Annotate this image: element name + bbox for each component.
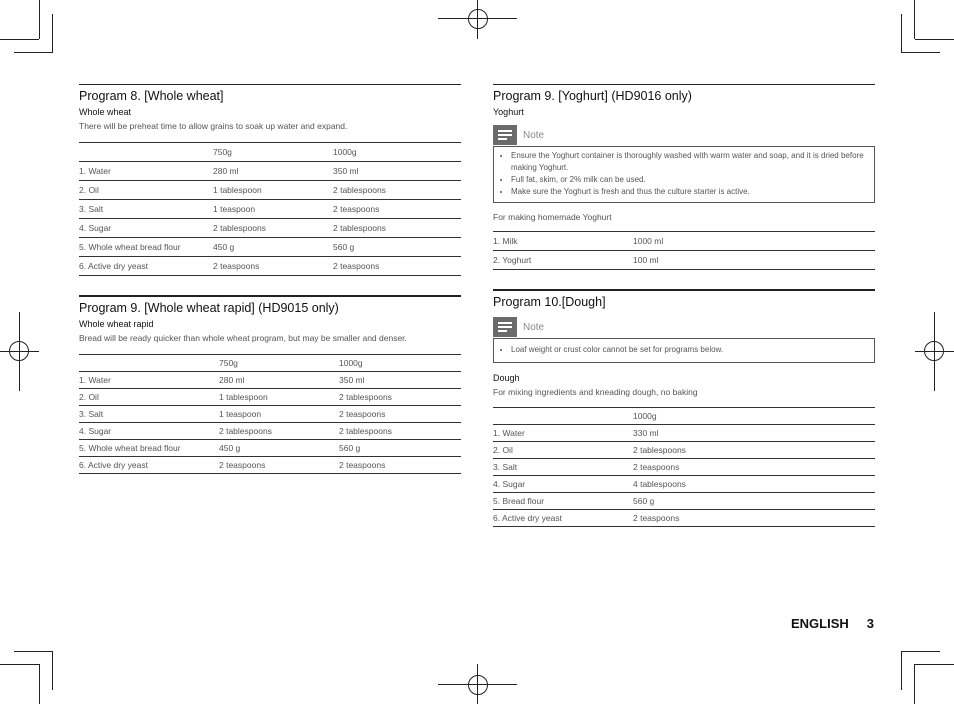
table-header-cell: 1000g — [633, 408, 875, 425]
table-row — [493, 476, 875, 493]
table-cell: 100 ml — [633, 251, 875, 270]
table-row — [493, 232, 875, 251]
program-9-rapid-subtitle: Whole wheat rapid — [79, 319, 154, 329]
program-10-table — [493, 407, 875, 527]
table-row — [79, 257, 461, 276]
table-cell: 6. Active dry yeast — [493, 510, 633, 527]
note-item: • Loaf weight or crust color cannot be set for programs below. — [511, 344, 868, 356]
table-cell: 560 g — [339, 440, 461, 457]
table-cell: 350 ml — [339, 372, 461, 389]
table-cell: 4. Sugar — [79, 423, 219, 440]
table-cell: 1. Water — [79, 162, 213, 181]
page-footer — [791, 616, 874, 631]
program-9-yoghurt-table — [493, 231, 875, 270]
table-cell: 2 teaspoons — [339, 457, 461, 474]
table-cell: 1 tablespoon — [219, 389, 339, 406]
program-9-rapid-title: Program 9. [Whole wheat rapid] (HD9015 only) — [79, 295, 461, 316]
program-9-whole-wheat-rapid-section — [79, 295, 461, 474]
table-cell: 560 g — [333, 238, 461, 257]
table-cell: 2 teaspoons — [633, 459, 875, 476]
table-cell: 1 tablespoon — [213, 181, 333, 200]
table-cell: 2 teaspoons — [333, 200, 461, 219]
table-cell: 450 g — [213, 238, 333, 257]
table-row — [79, 219, 461, 238]
right-column — [493, 84, 875, 527]
page-number: 3 — [866, 616, 874, 631]
table-row — [493, 425, 875, 442]
table-cell: 560 g — [633, 493, 875, 510]
table-cell: 6. Active dry yeast — [79, 457, 219, 474]
table-cell: 280 ml — [213, 162, 333, 181]
table-cell: 3. Salt — [493, 459, 633, 476]
table-cell: 280 ml — [219, 372, 339, 389]
table-cell: 2 teaspoons — [219, 457, 339, 474]
table-cell: 2. Yoghurt — [493, 251, 633, 270]
note-label: Note — [523, 129, 545, 141]
table-cell: 3. Salt — [79, 406, 219, 423]
table-cell: 3. Salt — [79, 200, 213, 219]
note-box — [493, 146, 875, 203]
note-item: • Ensure the Yoghurt container is thoroughly washed with warm water and soap, and it is dried before making Yoghurt. — [511, 150, 868, 174]
program-8-table — [79, 142, 461, 276]
table-cell: 5. Whole wheat bread flour — [79, 440, 219, 457]
table-header-cell — [493, 408, 633, 425]
table-row — [79, 406, 461, 423]
table-cell: 330 ml — [633, 425, 875, 442]
table-cell: 2 tablespoons — [339, 389, 461, 406]
table-header-cell — [79, 355, 219, 372]
program-9-rapid-description: Bread will be ready quicker than whole wheat program, but may be smaller and denser. — [79, 333, 407, 343]
left-column — [79, 84, 461, 474]
note-box — [493, 338, 875, 363]
program-9-rapid-table — [79, 354, 461, 474]
table-row — [493, 459, 875, 476]
table-cell: 1. Water — [493, 425, 633, 442]
note-header — [493, 124, 875, 146]
table-row — [493, 510, 875, 527]
table-row — [79, 181, 461, 200]
table-cell: 350 ml — [333, 162, 461, 181]
program-9-yoghurt-description: For making homemade Yoghurt — [493, 212, 612, 222]
table-cell: 5. Bread flour — [493, 493, 633, 510]
note-icon — [493, 125, 517, 145]
table-cell: 2 tablespoons — [633, 442, 875, 459]
table-cell: 2 teaspoons — [633, 510, 875, 527]
table-cell: 1 teaspoon — [219, 406, 339, 423]
table-cell: 2. Oil — [493, 442, 633, 459]
table-header-cell: 750g — [219, 355, 339, 372]
program-10-dough-section — [493, 289, 875, 527]
note-header — [493, 316, 875, 338]
program-9-yoghurt-title: Program 9. [Yoghurt] (HD9016 only) — [493, 84, 875, 104]
note-item: • Make sure the Yoghurt is fresh and thus the culture starter is active. — [511, 186, 868, 198]
program-8-title: Program 8. [Whole wheat] — [79, 84, 461, 104]
table-row — [79, 162, 461, 181]
table-header-cell: 750g — [213, 143, 333, 162]
table-row — [79, 200, 461, 219]
table-row — [79, 389, 461, 406]
table-header-row — [79, 355, 461, 372]
program-8-section — [79, 84, 461, 276]
table-cell: 2. Oil — [79, 389, 219, 406]
note-item: • Full fat, skim, or 2% milk can be used. — [511, 174, 868, 186]
table-row — [79, 423, 461, 440]
table-cell: 2. Oil — [79, 181, 213, 200]
footer-language: ENGLISH — [790, 616, 849, 631]
table-header-cell — [79, 143, 213, 162]
table-row — [493, 442, 875, 459]
table-cell: 1 teaspoon — [213, 200, 333, 219]
table-row — [79, 457, 461, 474]
table-cell: 4. Sugar — [79, 219, 213, 238]
table-cell: 6. Active dry yeast — [79, 257, 213, 276]
table-row — [79, 238, 461, 257]
program-10-description: For mixing ingredients and kneading dough, no baking — [493, 387, 698, 397]
program-8-subtitle: Whole wheat — [79, 107, 132, 117]
note-icon — [493, 317, 517, 337]
note-label: Note — [523, 321, 545, 333]
table-row — [493, 493, 875, 510]
program-9-yoghurt-subtitle: Yoghurt — [493, 107, 524, 117]
table-cell: 4. Sugar — [493, 476, 633, 493]
table-cell: 2 tablespoons — [213, 219, 333, 238]
table-cell: 2 tablespoons — [333, 181, 461, 200]
table-cell: 1000 ml — [633, 232, 875, 251]
program-10-subtitle: Dough — [493, 373, 520, 383]
table-header-cell: 1000g — [339, 355, 461, 372]
table-cell: 1. Water — [79, 372, 219, 389]
table-cell: 2 tablespoons — [333, 219, 461, 238]
table-cell: 2 teaspoons — [333, 257, 461, 276]
table-cell: 4 tablespoons — [633, 476, 875, 493]
table-cell: 2 tablespoons — [339, 423, 461, 440]
program-8-description: There will be preheat time to allow grains to soak up water and expand. — [79, 121, 348, 131]
table-header-cell: 1000g — [333, 143, 461, 162]
table-row — [79, 372, 461, 389]
table-cell: 2 teaspoons — [339, 406, 461, 423]
table-header-row — [79, 143, 461, 162]
table-row — [493, 251, 875, 270]
table-row — [79, 440, 461, 457]
table-cell: 2 teaspoons — [213, 257, 333, 276]
program-10-title: Program 10.[Dough] — [493, 289, 875, 310]
table-cell: 450 g — [219, 440, 339, 457]
table-cell: 5. Whole wheat bread flour — [79, 238, 213, 257]
table-header-row — [493, 408, 875, 425]
table-cell: 2 tablespoons — [219, 423, 339, 440]
program-9-yoghurt-section — [493, 84, 875, 270]
table-cell: 1. Milk — [493, 232, 633, 251]
